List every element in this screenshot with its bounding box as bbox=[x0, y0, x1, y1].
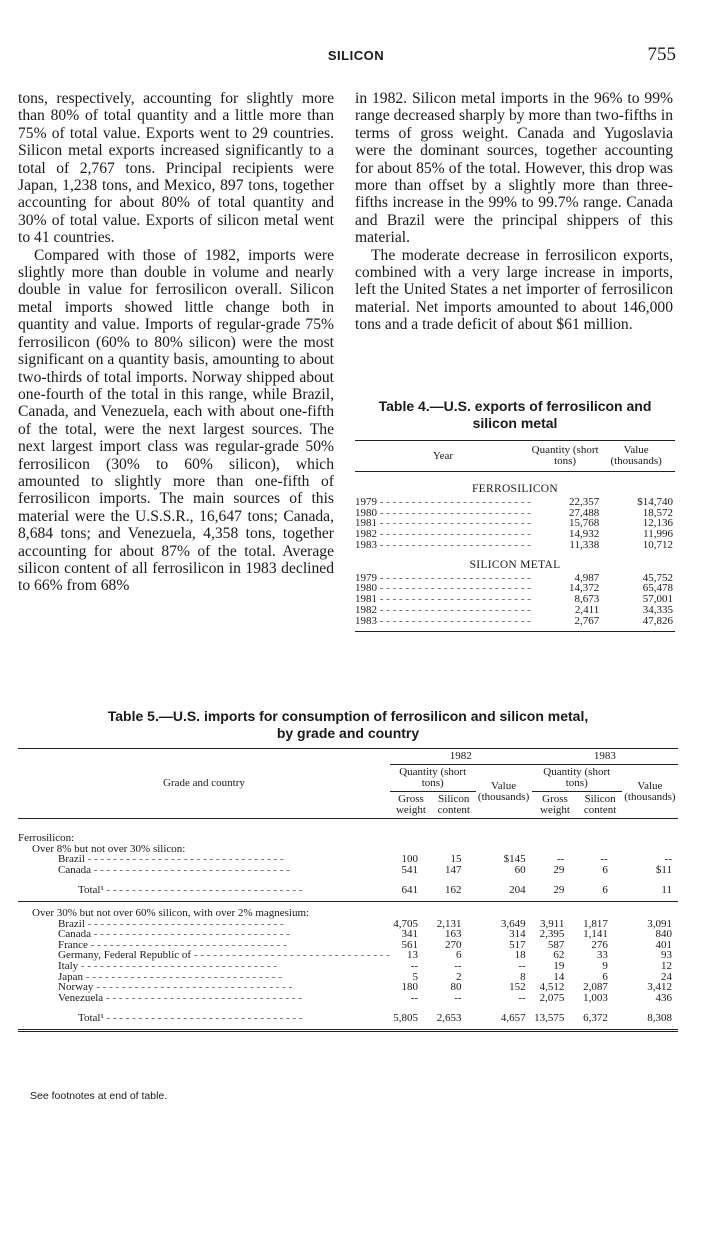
value-cell: 18 bbox=[514, 949, 526, 962]
value-cell: 5,805 bbox=[393, 1012, 419, 1025]
year-label: 1979 bbox=[355, 572, 377, 584]
year-label: 1980 bbox=[355, 507, 377, 519]
year-cell bbox=[355, 573, 531, 584]
quantity-cell: 15,768 bbox=[569, 517, 600, 530]
value-cell: 840 bbox=[655, 928, 672, 941]
year-cell bbox=[355, 508, 531, 519]
col-header-grade: Grade and country bbox=[18, 749, 390, 819]
value-cell: 33 bbox=[596, 949, 608, 962]
col-header-value: Value (thousands) bbox=[599, 441, 675, 472]
table-5-caption bbox=[18, 708, 678, 742]
category-row-label: Ferrosilicon: bbox=[18, 832, 75, 844]
quantity-cell: 4,987 bbox=[574, 571, 600, 584]
value-cell: 15 bbox=[450, 853, 462, 866]
page-number: 755 bbox=[647, 44, 676, 65]
country-label: Brazil bbox=[58, 854, 85, 865]
year-label: 1981 bbox=[355, 594, 377, 605]
col-header-gross-1983: Gross weight bbox=[532, 792, 579, 819]
leader-dots: - - - - - - - - - - - - - - - - - - - - - - - - bbox=[377, 529, 531, 540]
leader-dots: - - - - - - - - - - - - - - - - - - - - - - - - - - - - - - - bbox=[103, 992, 303, 1004]
leader-dots: - - - - - - - - - - - - - - - - - - - - - - - - - - - - - - - bbox=[83, 971, 282, 983]
paragraph: Compared with those of 1982, imports were slightly more than double in volume and nearly double in value for ferrosilicon overall. Silicon metal imports showed little change both in quantity and value. Imports of regular-grade 75% ferrosilicon (60% to 80% silicon) were the most significant on a quantity basis, amounting to about two-thirds of total imports. Norway shipped about one-fourth of the total in this range, while Brazil, Canada, and Venezuela, each with about one-fifth of the total, were the next largest sources. The next largest import class was regular-grade 50% ferrosilicon (30% to 60% silicon), which amounted to slightly more than one-fifth of ferrosilicon imports. The main sources of this material were the U.S.S.R., 16,647 tons; Canada, 8,684 tons; and Venezuela, 4,358 tons, together accounting for about 87% of the total. Average silicon content of all ferrosilicon in 1983 declined to 66% from 68% bbox=[18, 246, 334, 595]
table-4-body bbox=[355, 472, 675, 632]
table-row bbox=[18, 993, 678, 1004]
table-row bbox=[355, 497, 675, 508]
table-row bbox=[18, 940, 678, 951]
leader-dots: - - - - - - - - - - - - - - - - - - - - - - - - bbox=[377, 615, 531, 627]
value-cell: 3,911 bbox=[539, 917, 565, 930]
value-cell: 1,003 bbox=[583, 991, 608, 1004]
quantity-cell: 2,767 bbox=[574, 614, 600, 627]
value-cell: 6 bbox=[602, 884, 608, 897]
total-row bbox=[18, 1013, 678, 1024]
running-head bbox=[0, 44, 712, 68]
table-4-grid bbox=[355, 440, 675, 632]
col-header-value-1983: Value (thousands) bbox=[622, 765, 678, 819]
leader-dots: - - - - - - - - - - - - - - - - - - - - - - - - - - - - - - - bbox=[90, 864, 290, 876]
col-header-gross-1982: Gross weight bbox=[390, 792, 432, 819]
country-label: Germany, Federal Republic of bbox=[58, 950, 192, 961]
value-cell: -- bbox=[518, 991, 526, 1004]
value-cell: 10,712 bbox=[642, 538, 673, 551]
quantity-cell: 8,673 bbox=[574, 593, 600, 606]
leader-dots: - - - - - - - - - - - - - - - - - - - - - - - - bbox=[377, 572, 531, 584]
col-header-quantity: Quantity (short tons) bbox=[531, 441, 599, 472]
leader-dots: - - - - - - - - - - - - - - - - - - - - - - - - bbox=[377, 507, 531, 519]
value-cell: -- bbox=[410, 991, 419, 1004]
table-4 bbox=[355, 398, 675, 632]
value-cell: -- bbox=[454, 991, 462, 1004]
table-section-row bbox=[355, 472, 675, 497]
table-end-rule-cell bbox=[355, 627, 675, 632]
spacer-row bbox=[18, 875, 678, 885]
table-row bbox=[355, 518, 675, 529]
year-label: 1979 bbox=[355, 496, 377, 508]
total-row bbox=[18, 885, 678, 896]
spacer-row bbox=[18, 1030, 678, 1038]
paragraph: tons, respectively, accounting for slightly more than 80% of total quantity and a little more than 75% of total value. Exports went to 29 countries. Silicon metal exports increased significantly to a total of 2,767 tons. Principal recipients were Japan, 1,238 tons, and Mexico, 897 tons, together accounting for about 80% of total quantity and 30% of total value. Exports of silicon metal went to 41 countries. bbox=[18, 90, 334, 247]
country-cell bbox=[18, 950, 390, 961]
value-cell: $14,740 bbox=[637, 495, 673, 508]
value-cell: 8,308 bbox=[647, 1012, 672, 1025]
value-cell: 47,826 bbox=[642, 614, 673, 627]
value-cell: 14 bbox=[553, 970, 565, 983]
country-label: Canada bbox=[58, 929, 91, 940]
spacer-cell bbox=[18, 819, 678, 834]
table-5-body bbox=[18, 819, 678, 1038]
country-cell bbox=[18, 993, 390, 1004]
value-cell: 152 bbox=[509, 981, 526, 994]
value-cell: 541 bbox=[401, 863, 419, 876]
value-cell: 19 bbox=[553, 959, 565, 972]
spacer-cell bbox=[18, 1003, 678, 1013]
table-section-label: FERROSILICON bbox=[471, 483, 559, 495]
value-cell: 8 bbox=[520, 970, 526, 983]
value-cell: 204 bbox=[509, 884, 526, 897]
col-header-quantity-1982: Quantity (short tons) bbox=[390, 765, 476, 792]
year-cell bbox=[355, 529, 531, 540]
country-cell bbox=[18, 929, 390, 940]
value-cell: 2,087 bbox=[583, 981, 608, 994]
country-cell bbox=[18, 961, 390, 972]
table-4-caption: Table 4.—U.S. exports of ferrosilicon and silicon metal bbox=[378, 398, 652, 431]
value-cell: 162 bbox=[445, 884, 462, 897]
value-cell: 2,075 bbox=[539, 991, 565, 1004]
table-section-row bbox=[355, 551, 675, 573]
value-cell: 587 bbox=[547, 938, 565, 951]
leader-dots: - - - - - - - - - - - - - - - - - - - - - - - - - - - - - - - bbox=[78, 960, 277, 972]
year-label: 1983 bbox=[355, 615, 377, 627]
leader-dots: - - - - - - - - - - - - - - - - - - - - - - - - bbox=[377, 518, 531, 530]
table-row bbox=[355, 594, 675, 605]
group-title-row-label: Over 30% but not over 60% silicon, with over 2% magnesium: bbox=[32, 906, 310, 919]
year-cell bbox=[355, 497, 531, 508]
table-5-grid bbox=[18, 748, 678, 1038]
value-cell: 6 bbox=[602, 970, 608, 983]
leader-dots: - - - - - - - - - - - - - - - - - - - - - - - - - - - - - - - bbox=[103, 885, 303, 896]
table-end-rule bbox=[355, 627, 675, 632]
spacer-row bbox=[18, 1003, 678, 1013]
table-row bbox=[18, 854, 678, 865]
leader-dots: - - - - - - - - - - - - - - - - - - - - - - - - - - - - - - - bbox=[84, 854, 284, 865]
value-cell: $11 bbox=[655, 863, 672, 876]
value-cell: -- bbox=[518, 959, 526, 972]
value-cell: 24 bbox=[661, 970, 672, 983]
value-cell: 62 bbox=[553, 949, 565, 962]
col-header-year: Year bbox=[355, 441, 531, 472]
year-label: 1980 bbox=[355, 583, 377, 595]
value-cell: 12 bbox=[661, 959, 672, 972]
country-label: Total¹ bbox=[78, 1013, 104, 1024]
table-row bbox=[355, 540, 675, 551]
year-cell bbox=[355, 605, 531, 616]
value-cell: 2,131 bbox=[436, 917, 462, 930]
country-label: Total¹ bbox=[78, 885, 104, 896]
group-title-row bbox=[18, 908, 678, 919]
table-footnote: See footnotes at end of table. bbox=[30, 1090, 168, 1102]
value-cell: 561 bbox=[401, 938, 419, 951]
country-cell bbox=[18, 982, 390, 993]
value-cell: 6 bbox=[456, 949, 462, 962]
value-cell: 80 bbox=[450, 981, 462, 994]
value-cell: -- bbox=[410, 959, 419, 972]
table-row bbox=[18, 950, 678, 961]
value-cell: 2 bbox=[456, 970, 462, 983]
country-cell bbox=[18, 865, 390, 876]
year-cell bbox=[355, 594, 531, 605]
value-cell: 18,572 bbox=[642, 506, 673, 519]
leader-dots: - - - - - - - - - - - - - - - - - - - - - - - - - - - - - - - bbox=[103, 1013, 303, 1024]
table-row bbox=[18, 929, 678, 940]
value-cell: 180 bbox=[401, 981, 419, 994]
leader-dots: - - - - - - - - - - - - - - - - - - - - - - - - bbox=[377, 604, 531, 616]
group-title-row bbox=[18, 844, 678, 855]
col-header-silicon-1982: Silicon content bbox=[432, 792, 476, 819]
value-cell: -- bbox=[454, 959, 462, 972]
value-cell: 270 bbox=[445, 938, 462, 951]
value-cell: 5 bbox=[412, 970, 419, 983]
spacer-row bbox=[18, 819, 678, 834]
year-label: 1982 bbox=[355, 529, 377, 540]
year-cell bbox=[355, 540, 531, 551]
leader-dots: - - - - - - - - - - - - - - - - - - - - - - - - bbox=[377, 496, 531, 508]
text-column-left bbox=[18, 90, 334, 595]
year-cell bbox=[355, 583, 531, 594]
spacer-cell bbox=[18, 875, 678, 885]
leader-dots: - - - - - - - - - - - - - - - - - - - - - - - - bbox=[377, 539, 531, 551]
table-5 bbox=[18, 708, 678, 1038]
group-title-row-label: Over 8% but not over 30% silicon: bbox=[32, 842, 186, 855]
table-5-caption-line: by grade and country bbox=[276, 725, 420, 741]
quantity-cell: 14,372 bbox=[569, 582, 600, 595]
value-cell: 401 bbox=[655, 938, 672, 951]
leader-dots: - - - - - - - - - - - - - - - - - - - - - - - - bbox=[377, 583, 531, 595]
value-cell: 11,996 bbox=[643, 528, 673, 541]
value-cell: 13 bbox=[407, 949, 419, 962]
quantity-cell: 27,488 bbox=[569, 506, 600, 519]
country-label: Brazil bbox=[58, 918, 85, 930]
value-cell: 276 bbox=[591, 938, 608, 951]
value-cell: 34,335 bbox=[642, 603, 673, 616]
table-row bbox=[18, 982, 678, 993]
value-cell: 2,653 bbox=[436, 1012, 462, 1025]
country-cell bbox=[18, 854, 390, 865]
table-row bbox=[355, 573, 675, 584]
value-cell: 3,412 bbox=[647, 981, 672, 994]
value-cell: 11 bbox=[661, 884, 672, 897]
quantity-cell: 2,411 bbox=[574, 603, 600, 616]
value-cell: 6,372 bbox=[583, 1012, 608, 1025]
value-cell: 436 bbox=[655, 991, 672, 1004]
value-cell: 60 bbox=[514, 863, 526, 876]
col-header-silicon-1983: Silicon content bbox=[578, 792, 622, 819]
value-cell: 2,395 bbox=[539, 928, 565, 941]
value-cell: 3,091 bbox=[647, 917, 672, 930]
value-cell: 1,817 bbox=[583, 917, 608, 930]
value-cell: 147 bbox=[445, 863, 462, 876]
country-label: Venezuela bbox=[58, 992, 104, 1004]
value-cell: 9 bbox=[602, 959, 608, 972]
table-row bbox=[18, 865, 678, 876]
leader-dots: - - - - - - - - - - - - - - - - - - - - - - - - - - - - - - - bbox=[93, 982, 293, 993]
quantity-cell: 22,357 bbox=[569, 495, 600, 508]
value-cell: 4,512 bbox=[539, 981, 565, 994]
value-cell: 517 bbox=[509, 938, 526, 951]
category-row bbox=[18, 833, 678, 844]
table-row bbox=[355, 616, 675, 627]
value-cell: 13,575 bbox=[534, 1012, 565, 1025]
value-cell: 29 bbox=[553, 863, 565, 876]
value-cell: -- bbox=[664, 853, 672, 866]
value-cell: 12,136 bbox=[642, 517, 673, 530]
table-5-caption-line: Table 5.—U.S. imports for consumption of ferrosilicon and silicon metal, bbox=[107, 708, 589, 724]
value-cell: 4,657 bbox=[500, 1012, 526, 1025]
value-cell: 641 bbox=[401, 884, 419, 897]
running-head-title: SILICON bbox=[327, 48, 385, 63]
table-row bbox=[355, 508, 675, 519]
value-cell: $145 bbox=[503, 853, 526, 866]
col-header-value-1982: Value (thousands) bbox=[476, 765, 532, 819]
quantity-cell: 11,338 bbox=[569, 538, 600, 551]
leader-dots: - - - - - - - - - - - - - - - - - - - - - - - - - - - - - - - bbox=[87, 939, 287, 951]
table-row bbox=[18, 972, 678, 983]
table-row bbox=[18, 919, 678, 930]
spacer-cell bbox=[18, 1030, 678, 1038]
table-row bbox=[355, 583, 675, 594]
country-cell bbox=[18, 885, 390, 896]
quantity-cell: 14,932 bbox=[569, 528, 600, 541]
value-cell: 341 bbox=[401, 928, 419, 941]
country-label: Canada bbox=[58, 864, 91, 876]
year-label: 1981 bbox=[355, 518, 377, 530]
value-cell: 100 bbox=[401, 853, 419, 866]
leader-dots: - - - - - - - - - - - - - - - - - - - - - - - - - - - - - - - bbox=[191, 950, 390, 961]
country-label: Japan bbox=[58, 971, 84, 983]
country-label: Norway bbox=[58, 982, 94, 993]
value-cell: 163 bbox=[445, 928, 462, 941]
leader-dots: - - - - - - - - - - - - - - - - - - - - - - - - bbox=[377, 594, 531, 605]
value-cell: -- bbox=[557, 853, 565, 866]
paragraph: in 1982. Silicon metal imports in the 96% to 99% range decreased sharply by more than two-fifths in terms of gross weight. Canada and Yugoslavia were the dominant sources, together accounting for about 85% of the total. However, this drop was more than offset by a slightly more than three-fifths increase in the 99% to 99.7% range. Canada and Brazil were the principal shippers of this material. bbox=[355, 90, 673, 247]
country-cell bbox=[18, 1013, 390, 1024]
value-cell: -- bbox=[600, 853, 608, 866]
value-cell: 93 bbox=[661, 949, 672, 962]
col-header-quantity-1983: Quantity (short tons) bbox=[532, 765, 622, 792]
value-cell: 6 bbox=[602, 863, 608, 876]
country-label: Italy bbox=[58, 960, 79, 972]
leader-dots: - - - - - - - - - - - - - - - - - - - - - - - - - - - - - - - bbox=[90, 929, 290, 940]
table-row bbox=[355, 605, 675, 616]
country-cell bbox=[18, 972, 390, 983]
year-label: 1983 bbox=[355, 539, 377, 551]
leader-dots: - - - - - - - - - - - - - - - - - - - - - - - - - - - - - - - bbox=[84, 918, 284, 930]
col-header-year-1982: 1982 bbox=[390, 749, 532, 765]
value-cell: 314 bbox=[509, 928, 526, 941]
value-cell: 4,705 bbox=[393, 917, 419, 930]
country-label: France bbox=[58, 939, 88, 951]
year-cell bbox=[355, 616, 531, 627]
table-row bbox=[18, 961, 678, 972]
table-row bbox=[355, 529, 675, 540]
paragraph: The moderate decrease in ferrosilicon exports, combined with a very large increase in imports, left the United States a net importer of ferrosilicon material. Net imports amounted to about 146,000 tons and a trade deficit of about $61 million. bbox=[355, 246, 673, 334]
value-cell: 3,649 bbox=[500, 917, 526, 930]
year-label: 1982 bbox=[355, 604, 377, 616]
value-cell: 1,141 bbox=[583, 928, 608, 941]
country-cell bbox=[18, 919, 390, 930]
year-cell bbox=[355, 518, 531, 529]
value-cell: 45,752 bbox=[642, 571, 673, 584]
country-cell bbox=[18, 940, 390, 951]
col-header-year-1983: 1983 bbox=[532, 749, 678, 765]
value-cell: 57,001 bbox=[642, 593, 673, 606]
value-cell: 65,478 bbox=[642, 582, 673, 595]
text-column-right bbox=[355, 90, 673, 334]
value-cell: 29 bbox=[553, 884, 565, 897]
table-section-label: SILICON METAL bbox=[469, 558, 561, 571]
